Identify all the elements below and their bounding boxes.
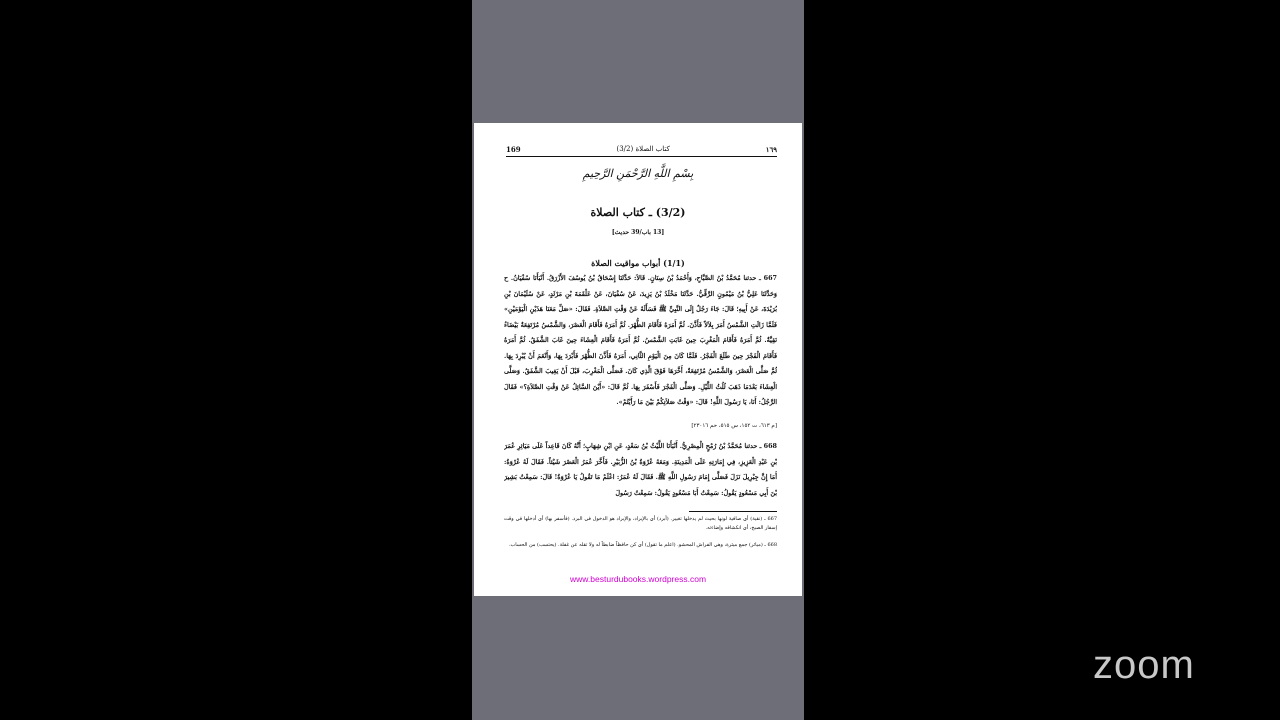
chapter-title: (3/2) ـ كتاب الصلاة	[590, 206, 686, 219]
page-number-latin: 169	[506, 144, 521, 154]
chapter-count: [13 باب/39 حديث]	[611, 229, 665, 236]
hadith-667-reference: [م ٦١٣، ت ١٥٢، س ٥١٥، حم ٢٣٠١٦]	[691, 423, 777, 429]
basmala: بِسْمِ اللَّهِ الرَّحْمَنِ الرَّحِيمِ	[582, 167, 694, 180]
zoom-logo: zoom	[1093, 643, 1195, 687]
hadith-667-text: 667 ـ حدثنا مُحَمَّدُ بْنُ الصَّبَّاحِ، وَأَحْمَدُ بْنُ سِنَانٍ. قَالاَ: حَدَّثَنَا إِسْحَاقُ بْنُ يُوسُفَ الأَزْرَقُ. أَنْبَأَنَا سُفْيَانُ. ح وَحَدَّثَنَا عَلِيُّ بْنُ مَيْمُونٍ الرَّقِّيُّ. حَدَّثَنَا مَخْلَدُ بْنُ يَزِيدَ، عَنْ سُفْيَانَ، عَنْ عَلْقَمَةَ بْنِ مَرْثَدٍ، عَنْ سُلَيْمَانَ بْنِ بُرَيْدَةَ، عَنْ أَبِيهِ؛ قَالَ: جَاءَ رَجُلٌ إِلَى النَّبِيِّ ﷺ فَسَأَلَهُ عَنْ وَقْتِ الصَّلاَةِ. فَقَالَ: «صَلِّ مَعَنَا هَذَيْنِ الْيَوْمَيْنِ» فَلَمَّا زَالَتِ الشَّمْسُ أَمَرَ بِلاَلاً فَأَذَّنَ. ثُمَّ أَمَرَهُ فَأَقَامَ الظُّهْرَ. ثُمَّ أَمَرَهُ فَأَقَامَ الْعَصْرَ، وَالشَّمْسُ مُرْتَفِعَةٌ بَيْضَاءُ نَقِيَّةٌ. ثُمَّ أَمَرَهُ فَأَقَامَ الْمَغْرِبَ حِينَ غَابَتِ الشَّمْسُ. ثُمَّ أَمَرَهُ فَأَقَامَ الْعِشَاءَ حِينَ غَابَ الشَّفَقُ. ثُمَّ أَمَرَهُ فَأَقَامَ الْفَجْرَ حِينَ طَلَعَ الْفَجْرُ. فَلَمَّا كَانَ مِنَ الْيَوْمِ الثَّانِي، أَمَرَهُ فَأَذَّنَ الظُّهْرَ فَأَبْرَدَ بِهَا، وَأَنْعَمَ أَنْ يُبْرِدَ بِهَا. ثُمَّ صَلَّى الْعَصْرَ، وَالشَّمْسُ مُرْتَفِعَةٌ، أَخَّرَهَا فَوْقَ الَّذِي كَانَ. فَصَلَّى الْمَغْرِبَ، قَبْلَ أَنْ يَغِيبَ الشَّفَقُ. وَصَلَّى الْعِشَاءَ بَعْدَمَا ذَهَبَ ثُلُثُ اللَّيْلِ. وَصَلَّى الْفَجْرَ فَأَسْفَرَ بِهَا. ثُمَّ قَالَ: «أَيْنَ السَّائِلُ عَنْ وَقْتِ الصَّلاَةِ؟» فَقَالَ الرَّجُلُ: أَنَا، يَا رَسُولَ اللَّهِ! قَالَ: «وَقْتُ صَلاَتِكُمْ بَيْنَ مَا رَأَيْتُمْ».	[504, 274, 777, 406]
footnote-divider	[689, 511, 777, 512]
page-number-arabic: ١٦٩	[765, 144, 777, 154]
hadith-668-text: 668 ـ حدثنا مُحَمَّدُ بْنُ رُمْحٍ الْمِصْرِيُّ. أَنْبَأَنَا اللَّيْثُ بْنُ سَعْدٍ، عَنِ ابْنِ شِهَابٍ؛ أَنَّهُ كَانَ قَاعِداً عَلَى مَيَاثِرِ عُمَرَ بْنِ عَبْدِ الْعَزِيزِ، فِي إِمَارَتِهِ عَلَى الْمَدِينَةِ. وَمَعَهُ عُرْوَةُ بْنُ الزُّبَيْرِ. فَأَخَّرَ عُمَرُ الْعَصْرَ شَيْئاً. فَقَالَ لَهُ عُرْوَةُ: أَمَا إِنَّ جِبْرِيلَ نَزَلَ فَصَلَّى إِمَامَ رَسُولِ اللَّهِ ﷺ. فَقَالَ لَهُ عُمَرُ: اعْلَمْ مَا تَقُولُ يَا عُرْوَةُ! قَالَ: سَمِعْتُ بَشِيرَ بْنَ أَبِي مَسْعُودٍ يَقُولُ: سَمِعْتُ أَبَا مَسْعُودٍ يَقُولُ: سَمِعْتُ رَسُولَ	[504, 442, 777, 497]
footnote-667: 667 ـ (نقية) أي صافية لونها بحيث لم يدخلها تغيير. (أبرد) أي بالإبراد، والإبراد هو الدخول في البرد. (فأسفر بها) أي أدخلها في وقت إسفار الصبح، أي انكشافه وإضاءته.	[504, 516, 777, 531]
book-page	[474, 123, 802, 596]
footnote-668: 668 ـ (مياثر) جمع ميثرة، وهي الفراش المحشو. (اعلم ما تقول) أي كن حافظاً ضابطاً له ولا تقله عن غفلة. (يحتسب) من الحساب.	[508, 542, 777, 548]
website-link[interactable]: www.besturdubooks.wordpress.com	[569, 574, 707, 584]
page-header	[506, 143, 777, 155]
section-title: (1/1) أبواب مواقيت الصلاة	[591, 258, 685, 268]
header-divider	[506, 156, 777, 157]
running-title: (3/2) كتاب الصلاة	[616, 145, 670, 153]
